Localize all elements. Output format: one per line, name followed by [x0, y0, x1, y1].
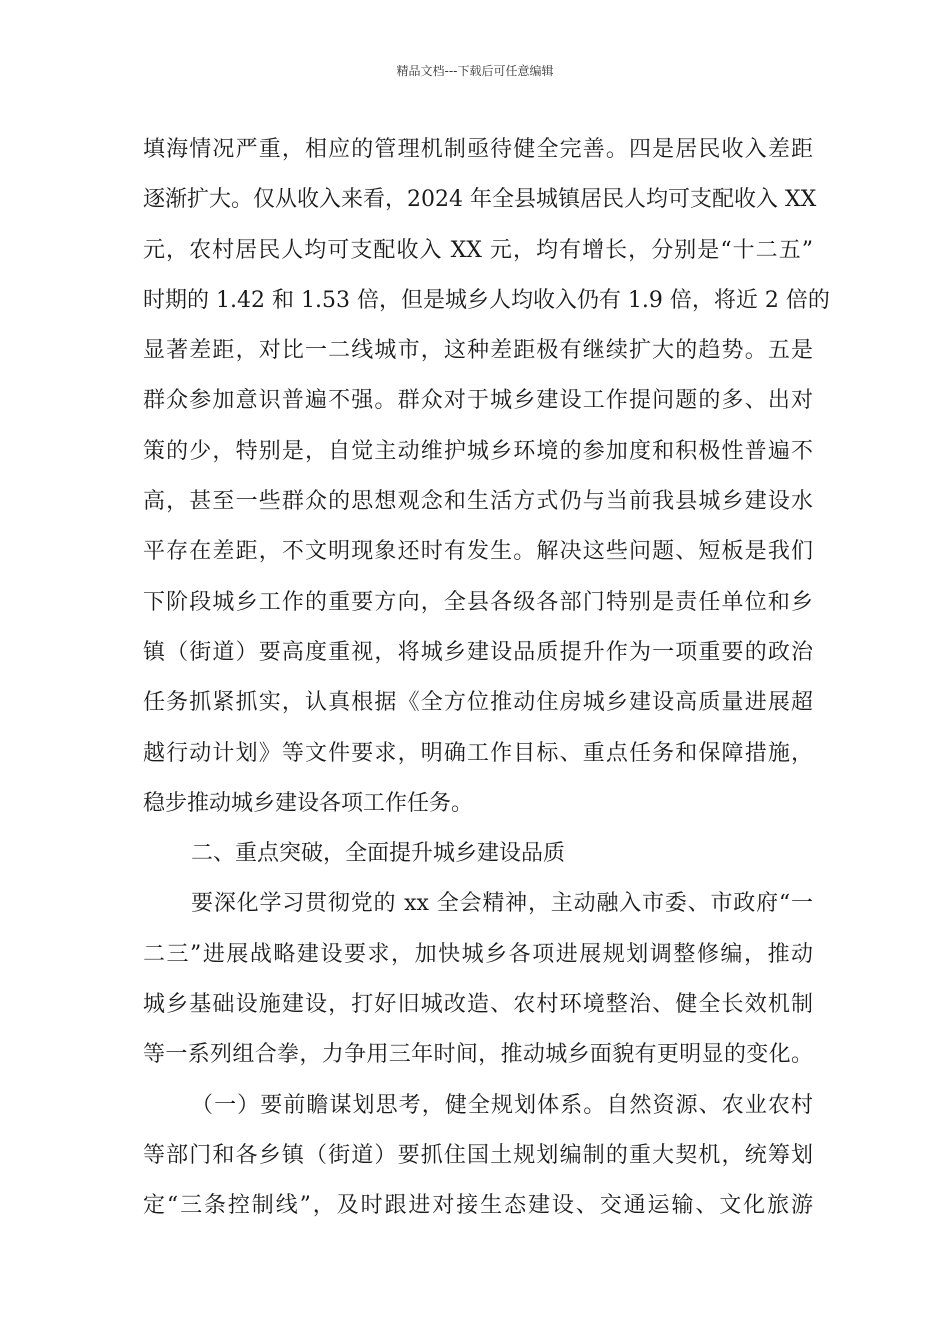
text-line: 任务抓紧抓实，认真根据《全方位推动住房城乡建设高质量进展超 [143, 690, 813, 716]
text-line: 策的少，特别是，自觉主动维护城乡环境的参加度和积极性普遍不 [143, 438, 813, 464]
text-line: 高，甚至一些群众的思想观念和生活方式仍与当前我县城乡建设水 [143, 489, 813, 515]
text-line: 稳步推动城乡建设各项工作任务。 [143, 790, 474, 816]
text-line: 时期的 1.42 和 1.53 倍，但是城乡人均收入仍有 1.9 倍，将近 2 倍的 [143, 287, 830, 313]
text-line: 定“三条控制线”，及时跟进对接生态建设、交通运输、文化旅游 [143, 1193, 813, 1219]
text-line: 填海情况严重，相应的管理机制亟待健全完善。四是居民收入差距 [143, 137, 813, 162]
text-line: 越行动计划》等文件要求，明确工作目标、重点任务和保障措施， [143, 740, 813, 766]
text-line: 等一系列组合拳，力争用三年时间，推动城乡面貌有更明显的变化。 [143, 1042, 813, 1068]
text-line: 等部门和各乡镇（街道）要抓住国土规划编制的重大契机，统筹划 [143, 1142, 813, 1168]
section-heading: 二、重点突破，全面提升城乡建设品质 [191, 841, 566, 867]
text-line: 群众参加意识普遍不强。群众对于城乡建设工作提问题的多、出对 [143, 388, 813, 414]
text-line: 城乡基础设施建设，打好旧城改造、农村环境整治、健全长效机制 [143, 992, 813, 1018]
text-line: （一）要前瞻谋划思考，健全规划体系。自然资源、农业农村 [191, 1092, 813, 1118]
document-body [143, 125, 830, 1232]
text-line: 下阶段城乡工作的重要方向，全县各级各部门特别是责任单位和乡 [143, 589, 813, 615]
text-line: 平存在差距，不文明现象还时有发生。解决这些问题、短板是我们 [143, 539, 813, 565]
text-line: 二三”进展战略建设要求，加快城乡各项进展规划调整修编，推动 [143, 941, 813, 967]
text-line: 元，农村居民人均可支配收入 XX 元，均有增长，分别是“十二五” [143, 237, 813, 263]
text-line: 要深化学习贯彻党的 xx 全会精神，主动融入市委、市政府“一 [191, 891, 813, 917]
page-header: 精品文档---下载后可任意编辑 [396, 64, 554, 78]
text-line: 显著差距，对比一二线城市，这种差距极有继续扩大的趋势。五是 [143, 338, 813, 364]
text-line: 逐渐扩大。仅从收入来看，2024 年全县城镇居民人均可支配收入 XX [143, 187, 817, 213]
text-line: 镇（街道）要高度重视，将城乡建设品质提升作为一项重要的政治 [143, 639, 813, 665]
